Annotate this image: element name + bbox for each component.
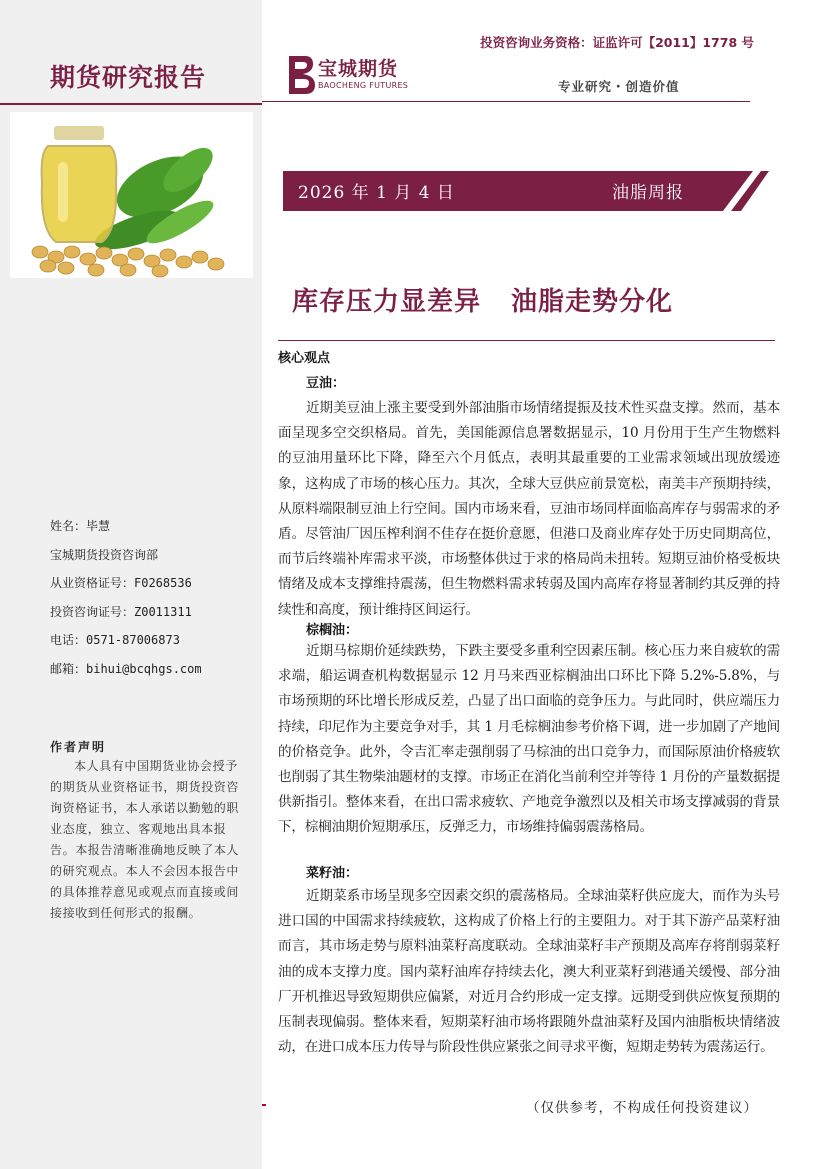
qualification-line: 投资咨询业务资格：证监许可【2011】1778 号 — [480, 35, 754, 50]
author-phone: 电话：0571-87006873 — [50, 633, 180, 647]
report-title: 库存压力显差异 油脂走势分化 — [292, 287, 674, 317]
declaration-title: 作者声明 — [50, 740, 107, 754]
report-date: 2026 年 1 月 4 日 — [298, 183, 455, 203]
author-name: 姓名：毕慧 — [50, 519, 111, 533]
rapeseed-oil-heading: 菜籽油： — [306, 866, 359, 881]
declaration-text: 本人具有中国期货业协会授予的期货从业资格证书，期货投资咨询资格证书，本人承诺以勤勉的职业态度，独立、客观地出具本报告。本报告清晰准确地反映了本人的研究观点。本人不会因本报告中的具体推荐意见或观点而直接或间接接收到任何形式的报酬。 — [50, 759, 240, 920]
rapeseed-oil-paragraph: 近期菜系市场呈现多空因素交织的震荡格局。全球油菜籽供应庞大，而作为头号进口国的中国需求持续疲软，这构成了价格上行的主要阻力。对于其下游产品菜籽油而言，其市场走势与原料油菜籽高度联动。全球油菜籽丰产预期及高库存将削弱菜籽油的成本支撑力度。国内菜籽油库存持续去化，澳大利亚菜籽到港通关缓慢、部分油厂开机推迟导致短期供应偏紧，对近月合约形成一定支撑。远期受到供应恢复预期的压制表现偏弱。整体来看，短期菜籽油市场将跟随外盘油菜籽及国内油脂板块情绪波动，在进口成本压力传导与阶段性供应紧张之间寻求平衡，短期走势转为震荡运行。 — [278, 888, 780, 1056]
title-divider — [278, 340, 775, 341]
author-license: 从业资格证号：F0268536 — [50, 576, 192, 590]
section-heading: 核心观点 — [278, 351, 331, 366]
author-dept: 宝城期货投资咨询部 — [50, 547, 159, 562]
soybean-oil-paragraph: 近期美豆油上涨主要受到外部油脂市场情绪提振及技术性买盘支撑。然而，基本面呈现多空交织格局。首先，美国能源信息署数据显示，10 月份用于生产生物燃料的豆油用量环比下降，降至六个月低点，表明其最重要的工业需求领域出现放缓迹象，这构成了市场的核心压力。其次，全球大豆供应前景宽松，南美丰产预期持续，从原料端限制豆油上行空间。国内市场来看，豆油市场同样面临高库存与弱需求的矛盾。尽管油厂因压榨利润不佳存在挺价意愿，但港口及商业库存处于历史同期高位，而节后终端补库需求平淡，市场整体供过于求的格局尚未扭转。短期豆油价格受板块情绪及成本支撑维持震荡，但生物燃料需求转弱及国内高库存将显著制约其反弹的持续性和高度，预计维持区间运行。 — [278, 400, 780, 618]
sidebar-divider — [0, 103, 262, 105]
footer-mark — [262, 1104, 266, 1106]
soybean-oil-heading: 豆油： — [306, 376, 346, 391]
author-contact — [50, 512, 202, 683]
cover-photo — [10, 112, 253, 278]
company-logo — [283, 52, 423, 100]
logo-text-en: BAOCHENG FUTURES — [318, 81, 409, 90]
palm-oil-paragraph: 近期马棕期价延续跌势，下跌主要受多重利空因素压制。核心压力来自疲软的需求端，船运调查机构数据显示 12 月马来西亚棕榈油出口环比下降 5.2%-5.8%，与市场预期的环比增长形成反差，凸显了出口面临的竞争压力。与此同时，供应端压力持续，印尼作为主要竞争对手，其 1 月毛棕榈油参考价格下调，进一步加剧了产地间的价格竞争。此外，令吉汇率走强削弱了马棕油的出口竞争力，而国际原油价格疲软也削弱了其生物柴油题材的支撑。市场正在消化当前利空并等待 1 月份的产量数据提供新指引。整体来看，在出口需求疲软、产地竞争激烈以及相关市场支撑减弱的背景下，棕榈油期价短期承压，反弹乏力，市场维持偏弱震荡格局。 — [278, 643, 780, 836]
report-type-heading: 期货研究报告 — [50, 63, 207, 92]
disclaimer: （仅供参考，不构成任何投资建议） — [526, 1100, 758, 1116]
oil-jar-soybeans-image — [10, 112, 253, 278]
slogan: 专业研究・创造价值 — [558, 79, 680, 94]
author-email[interactable]: 邮箱：bihui@bcqhgs.com — [50, 661, 202, 676]
author-consult-license: 投资咨询证号：Z0011311 — [50, 604, 192, 619]
logo-text-cn: 宝城期货 — [318, 58, 399, 80]
header-divider — [262, 101, 750, 102]
logo-mark-icon — [283, 52, 317, 98]
report-kind: 油脂周报 — [612, 183, 684, 203]
palm-oil-heading: 棕榈油： — [306, 623, 359, 638]
